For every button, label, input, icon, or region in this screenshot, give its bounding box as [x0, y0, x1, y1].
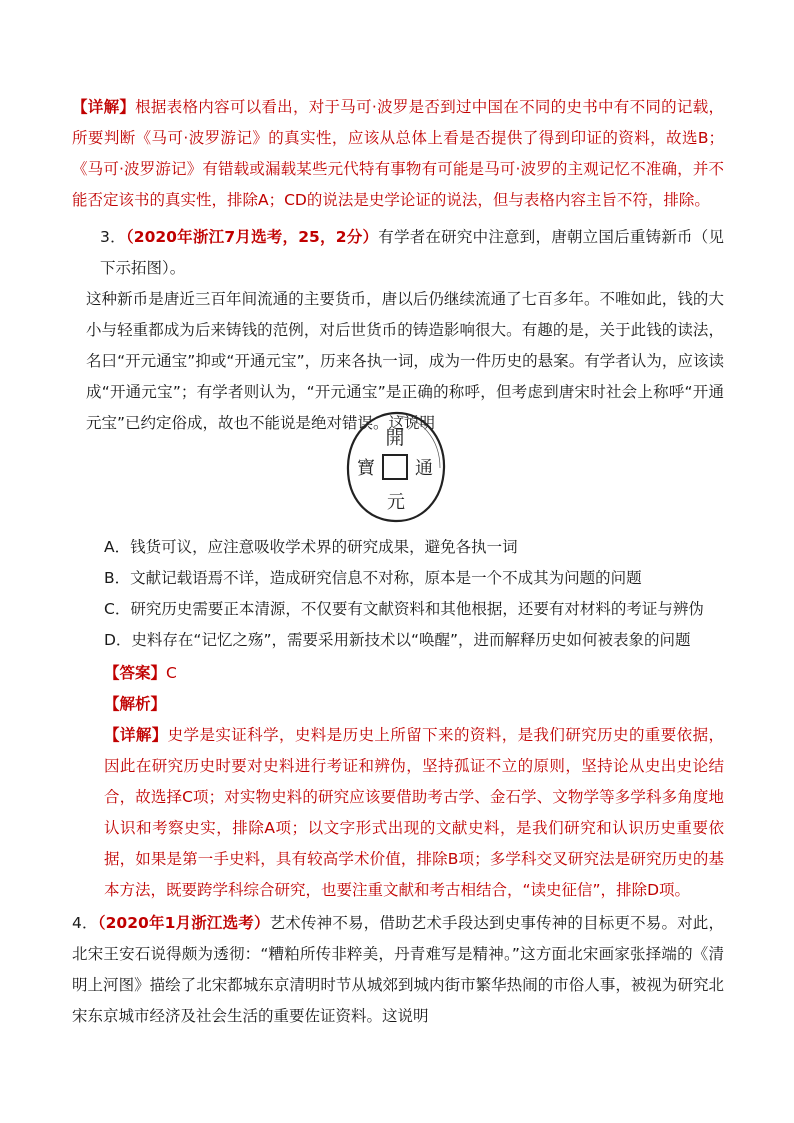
question-number: 3．: [100, 228, 126, 246]
option-c: C．研究历史需要正本清源，不仅要有文献资料和其他根据，还要有对材料的考证与辨伪: [104, 600, 704, 618]
coin-char-right: 通: [415, 458, 433, 479]
question-stem-first-line: 有学者在研究中注意到，唐朝立国后重铸新币（见下示拓图）。: [100, 228, 724, 277]
answer-label: 【答案】: [104, 664, 167, 682]
question-stem: 这种新币是唐近三百年间流通的主要货币，唐以后仍继续流通了七百多年。不唯如此，钱的大小与轻重都成为后来铸钱的范例，对后世货币的铸造影响很大。有趣的是，关于此钱的读法，名曰“开元通宝”抑或“开通元宝”，历来各执一词，成为一件历史的悬案。有学者认为，应该读成“开通元宝”；有学者则认为，“开元通宝”是正确的称呼，但考虑到唐宋时社会上称呼“开通元宝”已约定俗成，故也不能说是绝对错误。这说明: [86, 290, 724, 432]
question-3: [86, 222, 724, 439]
options-list: [104, 532, 724, 656]
question-source: （2020年1月浙江选考）: [97, 914, 270, 932]
detail-label: 【详解】: [104, 726, 168, 744]
question-4: [72, 908, 724, 1032]
option-a: A．钱货可议，应注意吸收学术界的研究成果，避免各执一词: [104, 538, 518, 556]
coin-char-bottom: 元: [387, 492, 405, 513]
analysis-label: 【解析】: [104, 695, 167, 713]
answer-section: [100, 658, 724, 906]
option-b: B．文献记载语焉不详，造成研究信息不对称，原本是一个不成其为问题的问题: [104, 569, 642, 587]
question-number: 4．: [72, 914, 98, 932]
question-source: （2020年浙江7月选考，25，2分）: [125, 228, 379, 246]
coin-char-left: 寶: [357, 458, 375, 479]
option-d: D．史料存在“记忆之殇”，需要采用新技术以“唤醒”，进而解释历史如何被表象的问题: [104, 631, 691, 649]
previous-question-detail: [72, 92, 724, 216]
coin-rubbing-image: [342, 408, 450, 526]
detail-text: 史学是实证科学，史料是历史上所留下来的资料，是我们研究历史的重要依据，因此在研究历史时要对史料进行考证和辨伪，坚持孤证不立的原则，坚持论从史出史论结合，故选择C项；对实物史料的研究应该要借助考古学、金石学、文物学等多学科多角度地认识和考察史实，排除A项；以文字形式出现的文献史料，是我们研究和认识历史重要依据，如果是第一手史料，具有较高学术价值，排除B项；多学科交叉研究法是研究历史的基本方法，既要跨学科综合研究，也要注重文献和考古相结合，“读史征信”，排除D项。: [104, 726, 724, 899]
detail-label: 【详解】: [72, 98, 136, 116]
coin-char-top: 開: [385, 427, 405, 449]
question-stem: 艺术传神不易，借助艺术手段达到史事传神的目标更不易。对此，北宋王安石说得颇为透彻：“糟粕所传非粹美，丹青难写是精神。”这方面北宋画家张择端的《清明上河图》描绘了北宋都城东京清明时节从城郊到城内街市繁华热闹的市俗人事，被视为研究北宋东京城市经济及社会生活的重要佐证资料。这说明: [72, 914, 724, 1025]
answer-value: C: [166, 664, 177, 682]
detail-text: 根据表格内容可以看出，对于马可·波罗是否到过中国在不同的史书中有不同的记载，所要判断《马可·波罗游记》的真实性，应该从总体上看是否提供了得到印证的资料，故选B；《马可·波罗游记》有错载或漏载某些元代特有事物有可能是马可·波罗的主观记忆不准确，并不能否定该书的真实性，排除A；CD的说法是史学论证的说法，但与表格内容主旨不符，排除。: [72, 98, 724, 209]
